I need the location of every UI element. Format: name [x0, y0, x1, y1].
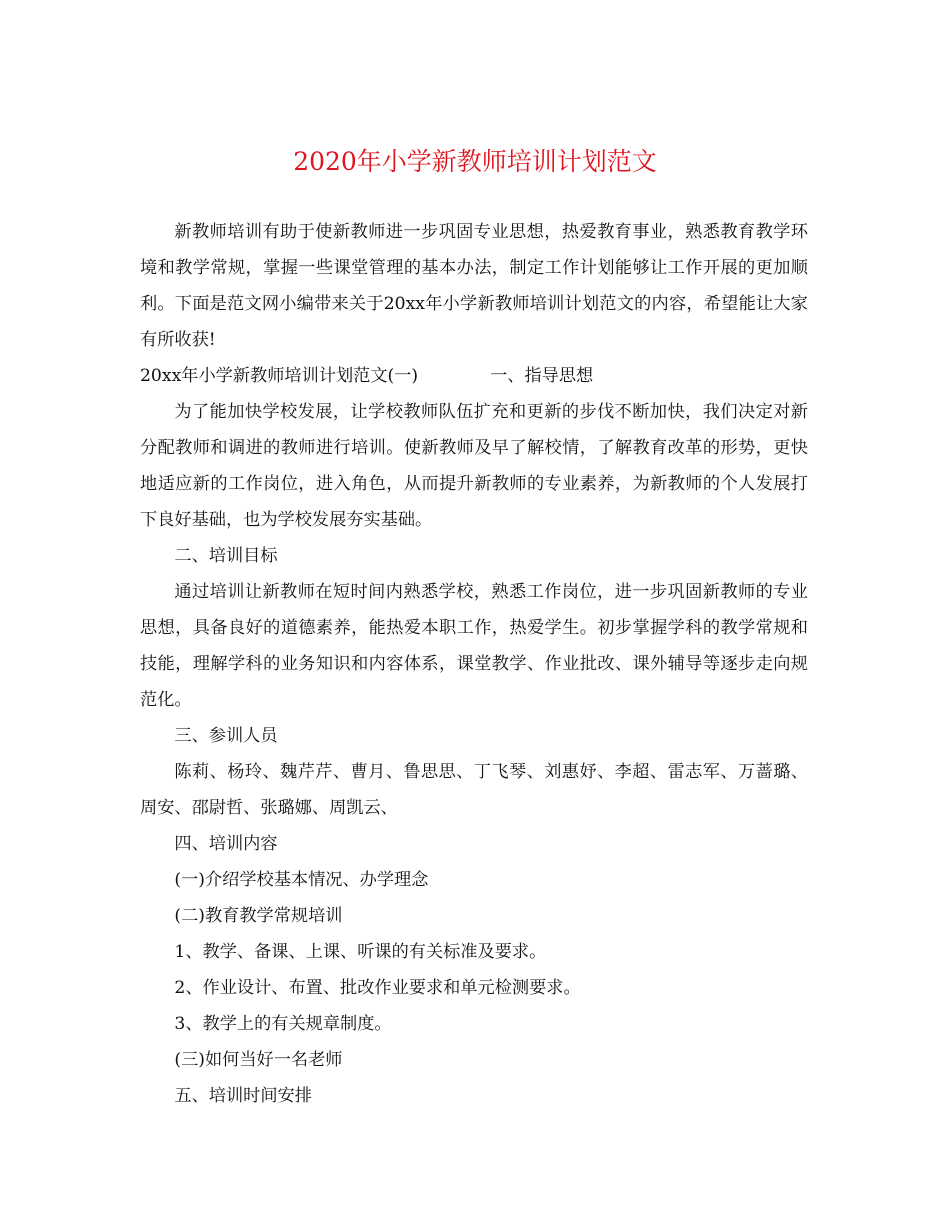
heading-participants: 三、参训人员	[174, 726, 278, 746]
list-item: (一)介绍学校基本情况、办学理念	[174, 870, 429, 890]
section-heading-line	[140, 358, 808, 394]
paragraph-training-goals: 通过培训让新教师在短时间内熟悉学校，熟悉工作岗位，进一步巩固新教师的专业思想，具备良好的道德素养，能热爱本职工作，热爱学生。初步掌握学科的教学常规和技能，理解学科的业务知识和内容体系，课堂教学、作业批改、课外辅导等逐步走向规范化。	[140, 582, 808, 710]
heading-training-goals: 二、培训目标	[174, 546, 278, 566]
list-item: 2、作业设计、布置、批改作业要求和单元检测要求。	[174, 978, 581, 998]
document-title: 2020年小学新教师培训计划范文	[293, 147, 657, 176]
paragraph-participants: 陈莉、杨玲、魏芹芹、曹月、鲁思思、丁飞琴、刘惠妤、李超、雷志军、万蔷璐、周安、邵尉哲、张璐娜、周凯云、	[140, 762, 808, 818]
subtitle-text: 20xx年小学新教师培训计划范文(一)	[140, 366, 419, 386]
list-item: 3、教学上的有关规章制度。	[174, 1014, 392, 1034]
heading-training-content: 四、培训内容	[174, 834, 278, 854]
heading-guiding-ideology: 一、指导思想	[490, 366, 594, 386]
list-item: (三)如何当好一名老师	[174, 1050, 343, 1070]
list-item: (二)教育教学常规培训	[174, 906, 343, 926]
list-item: 1、教学、备课、上课、听课的有关标准及要求。	[174, 942, 547, 962]
intro-paragraph: 新教师培训有助于使新教师进一步巩固专业思想，热爱教育事业，熟悉教育教学环境和教学常规，掌握一些课堂管理的基本办法，制定工作计划能够让工作开展的更加顺利。下面是范文网小编带来关于20xx年小学新教师培训计划范文的内容，希望能让大家有所收获!	[140, 222, 808, 350]
paragraph-guiding-ideology: 为了能加快学校发展，让学校教师队伍扩充和更新的步伐不断加快，我们决定对新分配教师和调进的教师进行培训。使新教师及早了解校情，了解教育改革的形势，更快地适应新的工作岗位，进入角色，从而提升新教师的专业素养，为新教师的个人发展打下良好基础，也为学校发展夯实基础。	[140, 402, 808, 530]
document-body	[140, 214, 808, 1114]
heading-training-schedule: 五、培训时间安排	[174, 1086, 312, 1106]
